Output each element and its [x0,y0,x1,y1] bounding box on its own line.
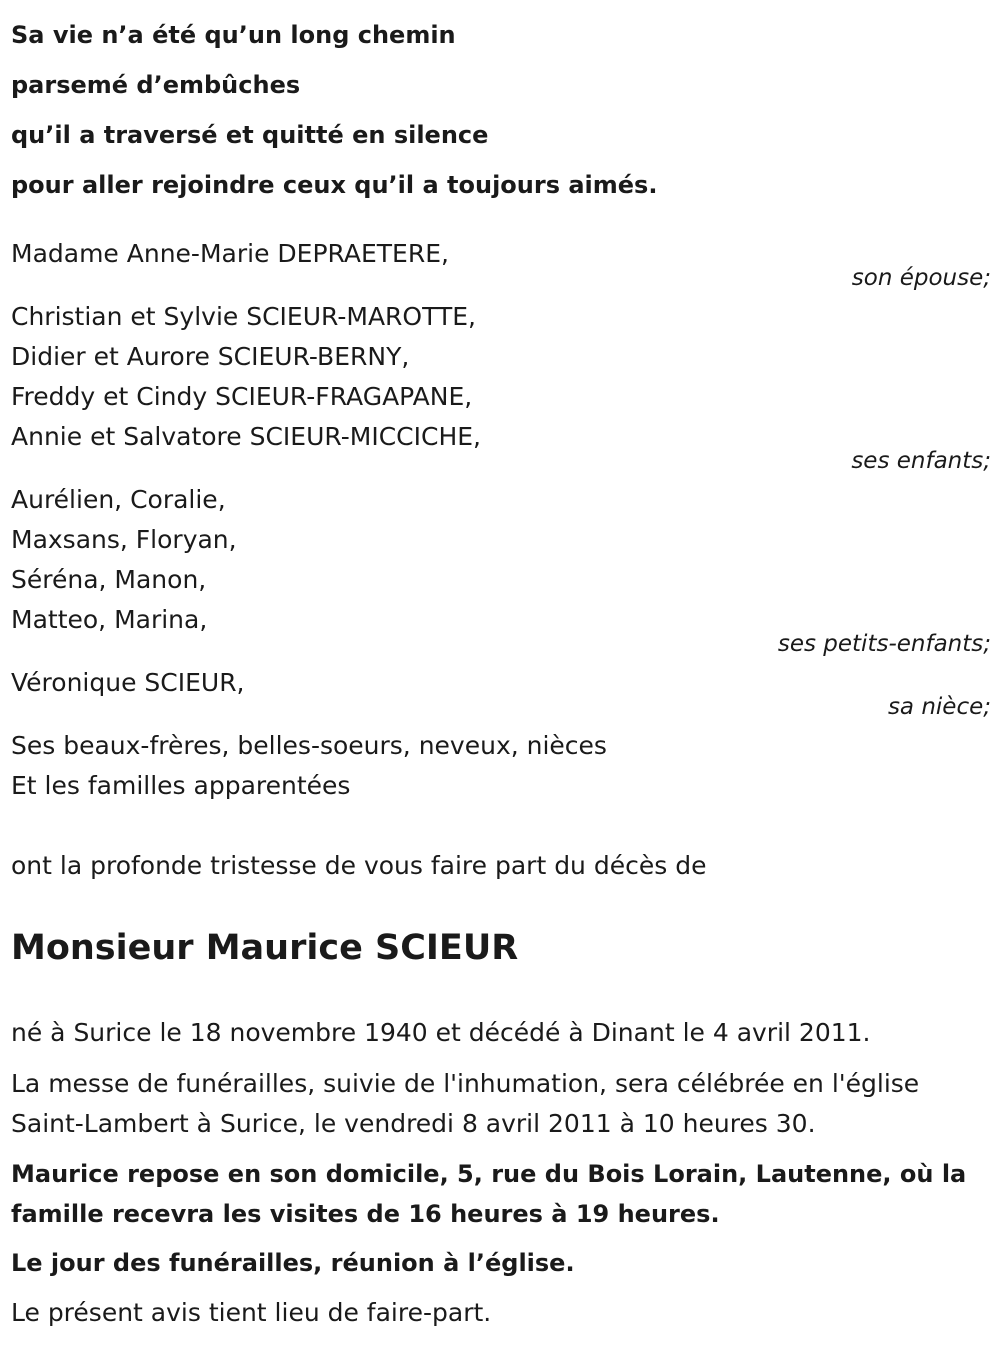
funeral-info: Saint-Lambert à Surice, le vendredi 8 avril 2011 à 10 heures 30. [11,1109,816,1138]
visits-info: Maurice repose en son domicile, 5, rue du Bois Lorain, Lautenne, où la [11,1160,967,1188]
poem [11,10,657,210]
child-name: Didier et Aurore SCIEUR-BERNY, [11,342,410,371]
spouse-role: son épouse; [851,265,991,291]
announcement: ont la profonde tristesse de vous faire part du décès de [11,851,707,880]
notice: Le présent avis tient lieu de faire-part. [11,1298,492,1327]
grandchildren-role: ses petits-enfants; [777,631,991,657]
child-name: Annie et Salvatore SCIEUR-MICCICHE, [11,422,481,451]
grandchild-name: Maxsans, Floryan, [11,525,237,554]
child-name: Freddy et Cindy SCIEUR-FRAGAPANE, [11,382,473,411]
poem-line: parsemé d’embûches [11,71,301,99]
other-relatives: Et les familles apparentées [11,771,351,800]
poem-line: qu’il a traversé et quitté en silence [11,121,489,149]
funeral-info: La messe de funérailles, suivie de l'inhumation, sera célébrée en l'église [11,1069,920,1098]
children-role: ses enfants; [851,448,991,474]
deceased-name: Monsieur Maurice SCIEUR [11,928,519,968]
niece-role: sa nièce; [887,694,991,720]
child-name: Christian et Sylvie SCIEUR-MAROTTE, [11,302,476,331]
grandchild-name: Matteo, Marina, [11,605,208,634]
niece-name: Véronique SCIEUR, [11,668,245,697]
poem-line: Sa vie n’a été qu’un long chemin [11,21,456,49]
meeting-info: Le jour des funérailles, réunion à l’église. [11,1249,575,1277]
grandchild-name: Aurélien, Coralie, [11,485,226,514]
birth-death: né à Surice le 18 novembre 1940 et décédé à Dinant le 4 avril 2011. [11,1018,871,1047]
grandchild-name: Séréna, Manon, [11,565,207,594]
spouse-name: Madame Anne-Marie DEPRAETERE, [11,239,449,268]
poem-line: pour aller rejoindre ceux qu’il a toujours aimés. [11,171,658,199]
visits-info: famille recevra les visites de 16 heures à 19 heures. [11,1200,720,1228]
other-relatives: Ses beaux-frères, belles-soeurs, neveux, nièces [11,731,607,760]
